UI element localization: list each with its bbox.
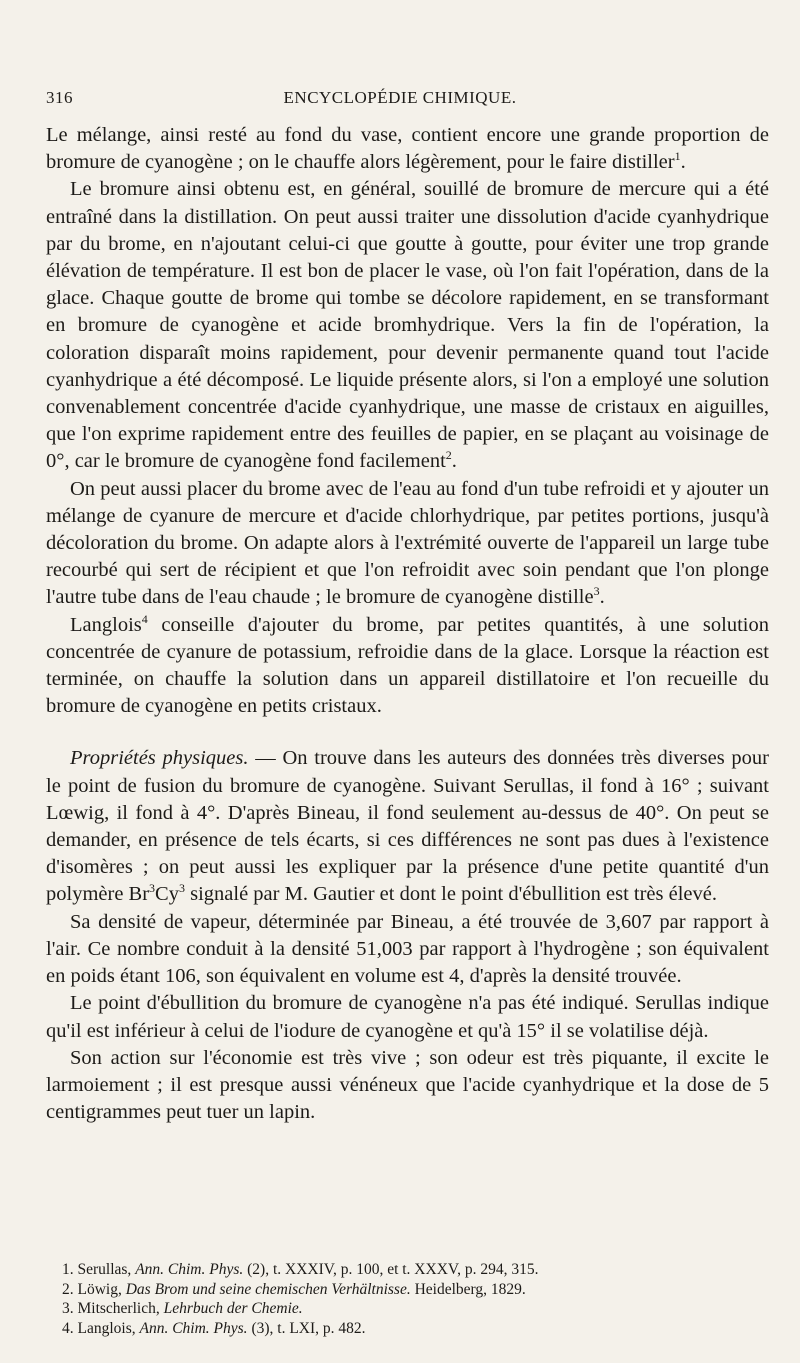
paragraph-2: Le bromure ainsi obtenu est, en général, souillé de bromure de mercure qui a été entraîné dans la distillation. On peut aussi traiter une dissolution d'acide cyanhydrique par du brome, en n'ajoutant celui-ci que goutte à goutte, pour éviter une trop grande élévation de température. Il est bon de placer le vase, où l'on fait l'opération, dans de la glace. Chaque goutte de brome qui tombe se décolore rapidement, en se transformant en bromure de cyanogène et acide bromhydrique. Vers la fin de l'opération, la coloration disparaît moins rapidement, pour devenir permanente quand tout l'acide cyanhydrique a été décomposé. Le liquide présente alors, si l'on a employé une solution convenablement concentrée d'acide cyanhydrique, une masse de cristaux en aiguilles, que l'on exprime rapidement entre des feuilles de papier, en se plaçant au voisinage de 0°, car le bromure de cyanogène fond facilement$^2$. xyxy=(46,178,769,473)
footnote-1: 1. Serullas, Ann. Chim. Phys. (2), t. XXXIV, p. 100, et t. XXXV, p. 294, 315. xyxy=(62,1261,539,1278)
paragraph-4: Langlois$^4$ conseille d'ajouter du brome, par petites quantités, à une solution concentrée de cyanure de potassium, refroidie dans de la glace. Lorsque la réaction est terminée, on chauffe la solution dans un appareil distillatoire et l'on recueille du bromure de cyanogène en petits cristaux. xyxy=(46,611,769,718)
footnote-ref-2: 2 xyxy=(445,448,452,463)
footnote-ref-3: 3 xyxy=(593,584,600,599)
paragraph-properties: Propriétés physiques. — On trouve dans les auteurs des données très diverses pour le point de fusion du bromure de cyanogène. Suivant Serullas, il fond à 16° ; suivant Lœwig, il fond à 4°. D'après Bineau, il fond seulement au-dessus de 40°. On peut se demander, en présence de tels écarts, si ces différences ne sont pas dues à l'existence d'isomères ; on peut aussi les expliquer par la présence d'une petite quantité d'un polymère Br$^3$Cy$^3$ signalé par M. Gautier et dont le point d'ébullition est très élevé. xyxy=(46,747,769,906)
paragraph-toxicity: Son action sur l'économie est très vive ; son odeur est très piquante, il excite le larmoiement ; il est presque aussi vénéneux que l'acide cyanhydrique et la dose de 5 centigrammes peut tuer un lapin. xyxy=(46,1046,769,1124)
footnote-ref-1: 1 xyxy=(674,149,681,164)
running-title: ENCYCLOPÉDIE CHIMIQUE. xyxy=(283,88,517,107)
paragraph-1: Le mélange, ainsi resté au fond du vase, contient encore une grande proportion de bromure de cyanogène ; on le chauffe alors légèrement, pour le faire distiller$^1$. xyxy=(46,124,769,174)
footnote-ref-4: 4 xyxy=(141,611,148,626)
footnote-4: 4. Langlois, Ann. Chim. Phys. (3), t. LXI, p. 482. xyxy=(62,1319,366,1337)
paragraph-3: On peut aussi placer du brome avec de l'eau au fond d'un tube refroidi et y ajouter un mélange de cyanure de mercure et d'acide chlorhydrique, par petites portions, jusqu'à décoloration du brome. On adapte alors à l'extrémité ouverte de l'appareil un large tube recourbé qui sert de récipient et que l'on refroidit avec soin pendant que l'on plonge l'autre tube dans de l'eau chaude ; le bromure de cyanogène distille$^3$. xyxy=(46,477,769,609)
paragraph-boiling-point: Le point d'ébullition du bromure de cyanogène n'a pas été indiqué. Serullas indique qu'il est inférieur à celui de l'iodure de cyanogène et qu'à 15° il se volatilise déjà. xyxy=(46,992,769,1042)
main-text xyxy=(46,122,769,1126)
footnotes xyxy=(62,1260,762,1338)
section-spacer xyxy=(46,720,769,745)
paragraph-density: Sa densité de vapeur, déterminée par Bineau, a été trouvée de 3,607 par rapport à l'air. Ce nombre conduit à la densité 51,003 par rapport à l'hydrogène ; son équivalent en poids étant 106, son équivalent en volume est 4, d'après la densité trouvée. xyxy=(46,910,769,988)
page-header xyxy=(46,86,754,112)
section-heading: Propriétés physiques. xyxy=(70,747,249,770)
footnote-2: 2. Löwig, Das Brom und seine chemischen Verhältnisse. Heidelberg, 1829. xyxy=(62,1280,526,1298)
page-number: 316 xyxy=(46,88,73,107)
footnote-3: 3. Mitscherlich, Lehrbuch der Chemie. xyxy=(62,1300,303,1317)
